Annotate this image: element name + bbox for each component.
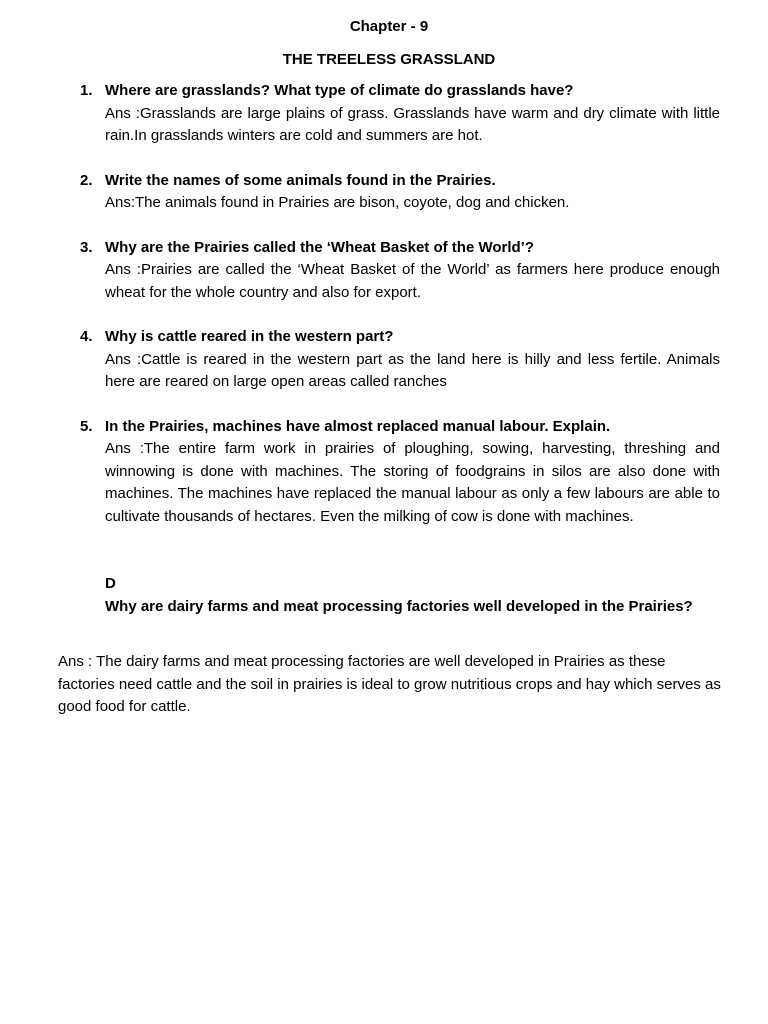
- section-question: Why are dairy farms and meat processing factories well developed in the Prairies?: [105, 597, 693, 615]
- answer-text: Ans :Cattle is reared in the western part as the land here is hilly and less fertile. Animals here are reared on large open areas called ranches: [105, 350, 720, 390]
- answer-text: Ans:The animals found in Prairies are bison, coyote, dog and chicken.: [105, 194, 570, 211]
- section-letter: D: [105, 575, 116, 592]
- qa-item-5: [80, 416, 720, 529]
- question-text: In the Prairies, machines have almost replaced manual labour. Explain.: [105, 417, 611, 435]
- qa-item-3: [80, 237, 720, 305]
- question-list: [80, 80, 720, 550]
- qa-item-2: [80, 170, 720, 215]
- question-text: Why is cattle reared in the western part?: [105, 328, 394, 345]
- question-text: Write the names of some animals found in the Prairies.: [105, 171, 496, 189]
- qa-item-4: [80, 326, 720, 394]
- section-answer: Ans : The dairy farms and meat processing factories are well developed in Prairies as these factories need cattle and the soil in prairies is ideal to grow nutritious crops and hay which serves as good food for cattle.: [58, 653, 721, 715]
- question-text: Where are grasslands? What type of climate do grasslands have?: [105, 82, 574, 99]
- qa-item-1: [80, 80, 720, 148]
- question-number: 1.: [80, 82, 93, 99]
- chapter-heading: Chapter - 9: [349, 18, 429, 35]
- question-text: Why are the Prairies called the ‘Wheat Basket of the World’?: [105, 238, 534, 256]
- question-number: 2.: [80, 171, 93, 189]
- question-number: 4.: [80, 328, 93, 345]
- question-number: 3.: [80, 238, 93, 256]
- question-number: 5.: [80, 417, 93, 435]
- answer-text: Ans :Grasslands are large plains of grass. Grasslands have warm and dry climate with little rain.In grasslands winters are cold and summers are hot.: [105, 104, 720, 144]
- section-d: [105, 573, 705, 618]
- chapter-title: THE TREELESS GRASSLAND: [282, 51, 496, 68]
- answer-text: Ans :The entire farm work in prairies of ploughing, sowing, harvesting, threshing and winnowing is done with machines. The storing of foodgrains in silos are also done with machines. The machines have replaced the manual labour as only a few labours are able to cultivate thousands of hectares. Even the milking of cow is done with machines.: [105, 440, 720, 525]
- answer-text: Ans :Prairies are called the ‘Wheat Basket of the World’ as farmers here produce enough wheat for the whole country and also for export.: [105, 261, 720, 301]
